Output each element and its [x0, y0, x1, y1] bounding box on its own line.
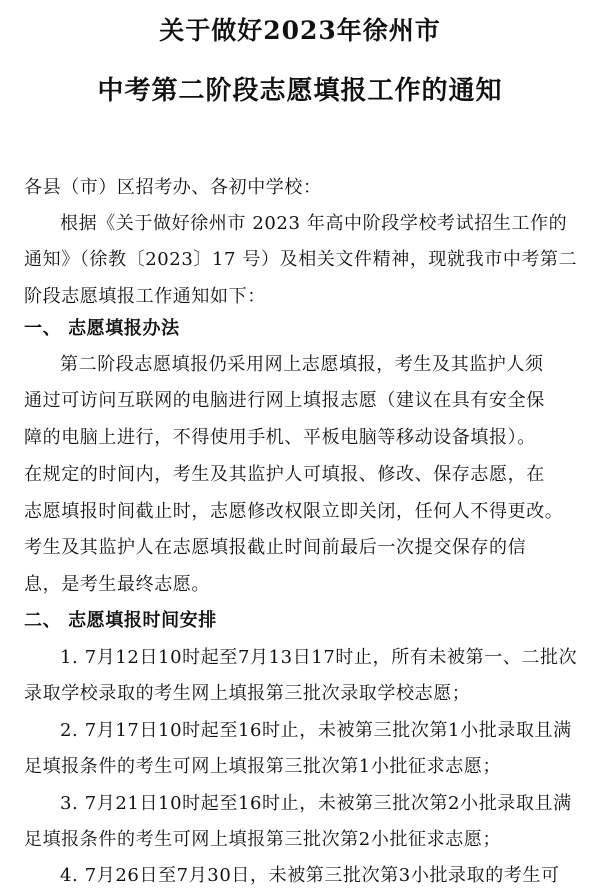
section-2-line: 1. 7月12日10时起至7月13日17时止，所有未被第一、二批次	[60, 647, 578, 668]
section-1-line: 息，是考生最终志愿。	[24, 574, 210, 595]
salutation: 各县（市）区招考办、各初中学校：	[24, 177, 322, 198]
section-1-line: 考生及其监护人在志愿填报截止时间前最后一次提交保存的信	[24, 537, 527, 558]
section-1-line: 第二阶段志愿填报仍采用网上志愿填报，考生及其监护人须	[60, 354, 544, 375]
section-1-line: 通过可访问互联网的电脑进行网上填报志愿（建议在具有安全保	[24, 390, 545, 411]
document-title-line-1: 关于做好2023年徐州市	[159, 16, 441, 45]
section-2-line: 足填报条件的考生可网上填报第三批次第1小批征求志愿；	[24, 756, 502, 777]
intro-line: 根据《关于做好徐州市 2023 年高中阶段学校考试招生工作的	[60, 213, 568, 234]
section-1-line: 在规定的时间内，考生及其监护人可填报、修改、保存志愿，在	[24, 464, 545, 485]
section-2-line: 3. 7月21日10时起至16时止，未被第三批次第2小批录取且满	[60, 793, 572, 814]
section-2-line: 2. 7月17日10时起至16时止，未被第三批次第1小批录取且满	[60, 720, 572, 741]
section-heading-1: 一、 志愿填报办法	[24, 318, 180, 339]
intro-line: 通知》（徐教〔2023〕17 号）及相关文件精神，现就我市中考第二	[24, 249, 578, 270]
section-2-line: 4. 7月26日至7月30日，未被第三批次第3小批录取的考生可	[60, 865, 560, 886]
section-2-line: 足填报条件的考生可网上填报第三批次第2小批征求志愿；	[24, 829, 502, 850]
document-title-line-2: 中考第二阶段志愿填报工作的通知	[97, 76, 503, 106]
intro-line: 阶段志愿填报工作通知如下：	[24, 286, 266, 307]
section-1-line: 志愿填报时间截止时，志愿修改权限立即关闭，任何人不得更改。	[24, 501, 564, 522]
section-1-line: 障的电脑上进行，不得使用手机、平板电脑等移动设备填报）。	[24, 427, 536, 448]
section-heading-2: 二、 志愿填报时间安排	[24, 610, 217, 631]
section-2-line: 录取学校录取的考生网上填报第三批次录取学校志愿；	[24, 683, 471, 704]
